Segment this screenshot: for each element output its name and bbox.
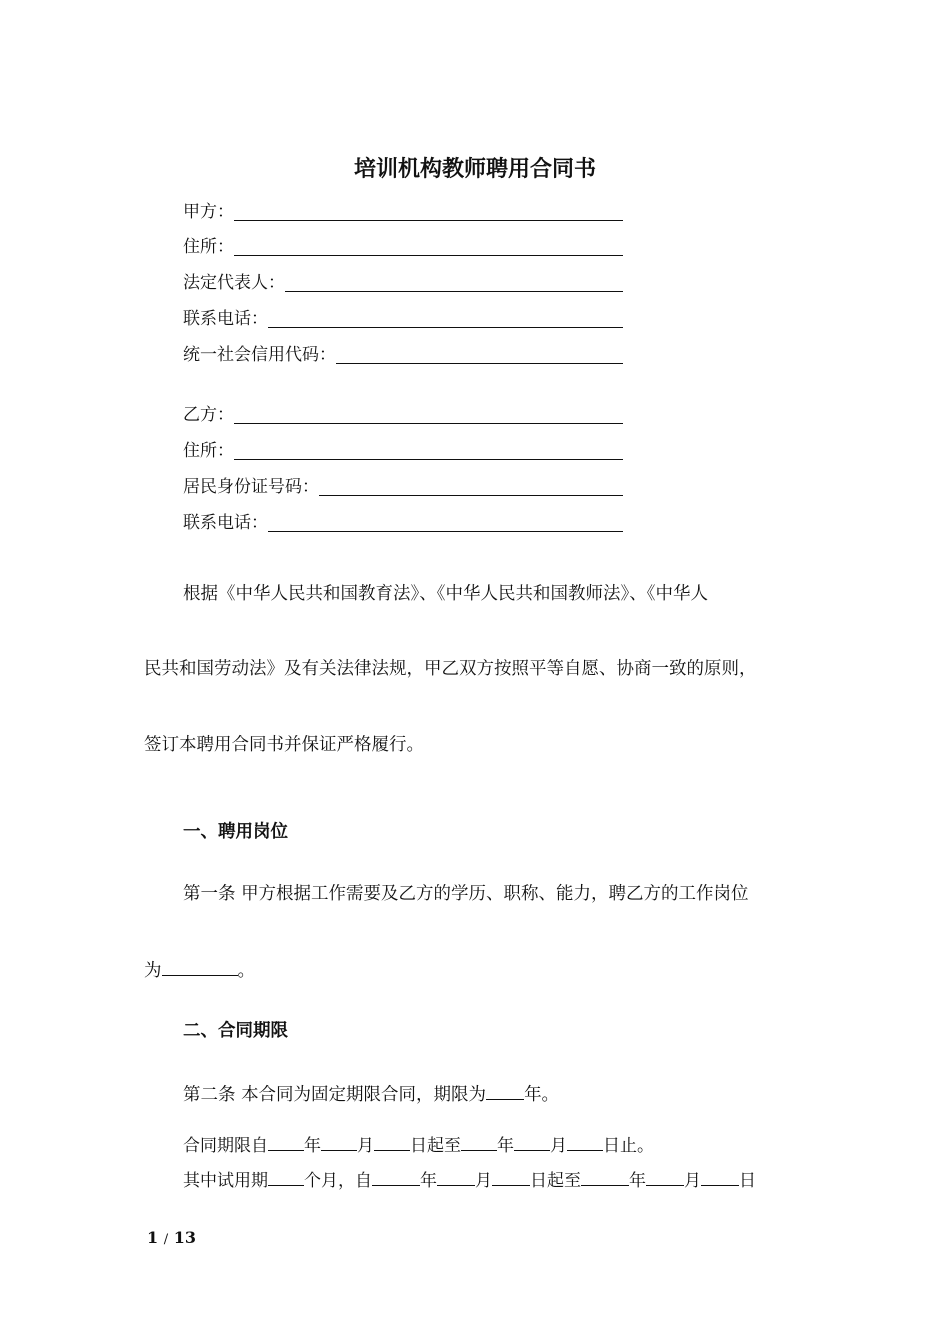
field-label: 联系电话： (183, 309, 268, 329)
party-a-address-field (183, 232, 623, 258)
article-2-suffix: 年。 (524, 1085, 560, 1105)
preamble-line-1: 根据《中华人民共和国教育法》、《中华人民共和国教师法》、《中华人 (183, 584, 708, 604)
probation-start-day-blank[interactable] (492, 1167, 530, 1186)
page-current: 1 (147, 1228, 159, 1247)
probation-start-year-blank[interactable] (372, 1167, 420, 1186)
probation-end-month-blank[interactable] (646, 1167, 684, 1186)
month-label: 月 (357, 1136, 374, 1156)
page-separator: / (163, 1232, 169, 1247)
party-a-phone-field (183, 304, 623, 330)
field-label: 乙方： (183, 405, 234, 425)
year-label: 年 (304, 1136, 321, 1156)
page-number (147, 1228, 196, 1247)
party-b-address-field (183, 436, 623, 462)
preamble-line-2: 民共和国劳动法》及有关法律法规，甲乙双方按照平等自愿、协商一致的原则， (144, 659, 757, 679)
field-label: 统一社会信用代码： (183, 345, 336, 365)
field-label: 住所： (183, 441, 234, 461)
field-label: 居民身份证号码： (183, 477, 319, 497)
party-b-phone-field (183, 508, 623, 534)
blank-line[interactable] (234, 423, 623, 424)
page-total: 13 (173, 1228, 196, 1247)
article-2-prefix: 第二条 本合同为固定期限合同，期限为 (183, 1085, 487, 1105)
end-day-blank[interactable] (567, 1132, 603, 1151)
month-label: 月 (475, 1171, 492, 1191)
probation-end-year-blank[interactable] (581, 1167, 629, 1186)
article-1-suffix: 。 (237, 961, 255, 981)
day-from-label: 日起至 (410, 1136, 461, 1156)
party-b-id-field (183, 472, 623, 498)
preamble-line-3: 签订本聘用合同书并保证严格履行。 (144, 735, 424, 755)
end-year-blank[interactable] (461, 1132, 497, 1151)
years-blank[interactable] (486, 1081, 524, 1100)
probation-months-blank[interactable] (268, 1167, 304, 1186)
day-end-label: 日止。 (603, 1136, 654, 1156)
field-label: 甲方： (183, 202, 234, 222)
start-month-blank[interactable] (321, 1132, 357, 1151)
year-label: 年 (629, 1171, 646, 1191)
month-label: 月 (684, 1171, 701, 1191)
end-month-blank[interactable] (514, 1132, 550, 1151)
article-1-line-1: 第一条 甲方根据工作需要及乙方的学历、职称、能力，聘乙方的工作岗位 (183, 884, 749, 904)
blank-line[interactable] (285, 291, 623, 292)
probation-prefix: 其中试用期 (183, 1171, 268, 1191)
month-label: 月 (550, 1136, 567, 1156)
start-year-blank[interactable] (268, 1132, 304, 1151)
blank-line[interactable] (319, 495, 623, 496)
contract-term-line (183, 1132, 654, 1158)
party-a-rep-field (183, 268, 623, 294)
year-label: 年 (420, 1171, 437, 1191)
months-label: 个月，自 (304, 1171, 372, 1191)
party-a-name-field (183, 197, 623, 223)
document-title: 培训机构教师聘用合同书 (353, 157, 596, 182)
day-from-label: 日起至 (530, 1171, 581, 1191)
field-label: 住所： (183, 237, 234, 257)
blank-line[interactable] (234, 459, 623, 460)
field-label: 法定代表人： (183, 273, 285, 293)
article-1-prefix: 为 (144, 961, 162, 981)
start-day-blank[interactable] (374, 1132, 410, 1151)
blank-line[interactable] (336, 363, 623, 364)
probation-start-month-blank[interactable] (437, 1167, 475, 1186)
day-label: 日 (739, 1171, 756, 1191)
blank-line[interactable] (234, 255, 623, 256)
term-prefix: 合同期限自 (183, 1136, 268, 1156)
year-label: 年 (497, 1136, 514, 1156)
blank-line[interactable] (268, 327, 623, 328)
probation-end-day-blank[interactable] (701, 1167, 739, 1186)
party-b-name-field (183, 400, 623, 426)
party-a-credit-code-field (183, 340, 623, 366)
section-2-heading: 二、合同期限 (183, 1021, 288, 1041)
blank-line[interactable] (268, 531, 623, 532)
probation-line (183, 1167, 756, 1193)
section-1-heading: 一、聘用岗位 (183, 822, 288, 842)
field-label: 联系电话： (183, 513, 268, 533)
blank-line[interactable] (234, 220, 623, 221)
position-blank[interactable] (162, 957, 238, 976)
article-2-line (183, 1081, 859, 1107)
article-1-line-2 (144, 957, 820, 983)
